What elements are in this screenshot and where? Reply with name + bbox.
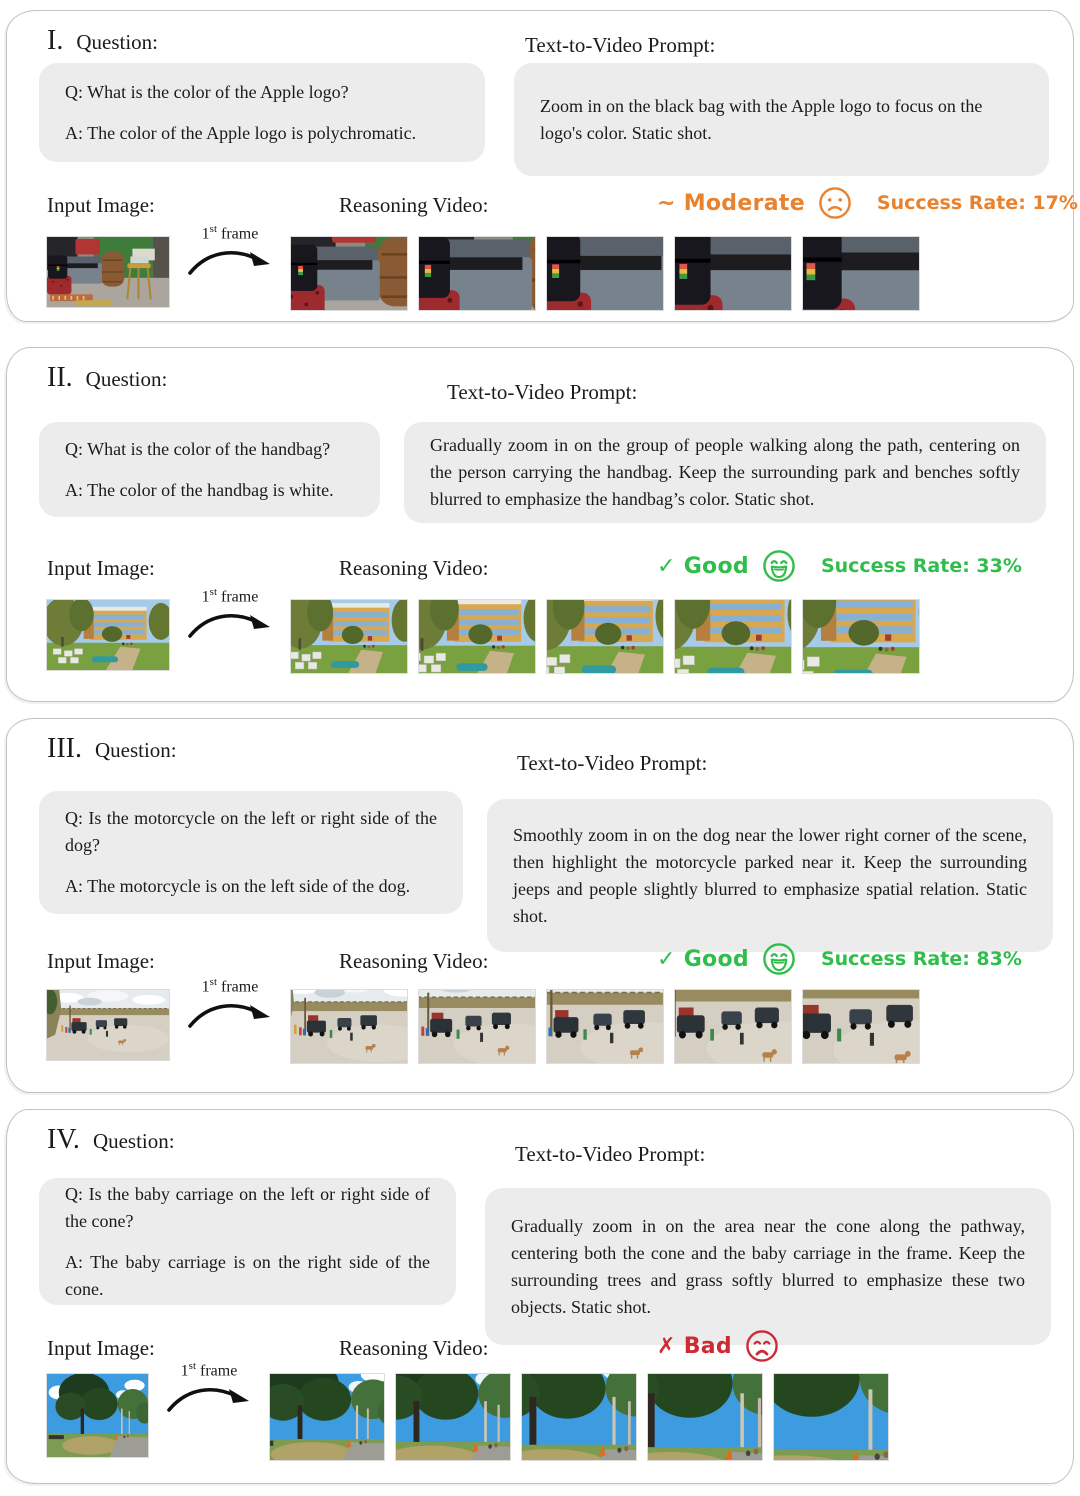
t2v-prompt-text: Zoom in on the black bag with the Apple logo to focus on the logo's color. Static shot. [540,93,1023,147]
t2v-prompt-text: Gradually zoom in on the group of people walking along the path, centering on the person carrying the handbag. Keep the surrounding park and benches softly blurred to emphasize the handbag’s color. Static shot. [430,432,1020,513]
first-frame-label: 1st frame [181,976,279,996]
question-header [47,25,158,57]
panel-numeral: III. [47,733,82,765]
question-text: Q: Is the motorcycle on the left or right side of the dog? [65,805,437,859]
success-rate-text: Success Rate: 83% [821,948,1022,970]
first-frame-label: 1st frame [181,586,279,606]
question-heading: Question: [93,1129,175,1154]
scene-art [47,237,169,307]
prompt-heading: Text-to-Video Prompt: [515,1142,705,1167]
scene-art [291,990,407,1063]
image-strip [47,1374,1057,1460]
example-panel-1 [6,10,1074,322]
meta-row [7,949,1073,983]
reasoning-video-label: Reasoning Video: [339,1336,488,1361]
t2v-prompt-box [514,63,1049,176]
first-frame-label: 1st frame [181,223,279,243]
answer-text: A: The color of the handbag is white. [65,477,354,504]
input-image-thumbnail [47,1374,148,1457]
video-frame-2 [419,990,535,1063]
question-heading: Question: [86,367,168,392]
rating-text: ✓ Good [657,947,749,972]
input-image-label: Input Image: [47,193,155,218]
question-text: Q: Is the baby carriage on the left or right side of the cone? [65,1181,430,1235]
video-frame-3 [547,600,663,673]
first-frame-arrow [181,586,279,646]
question-answer-box [39,1178,456,1305]
input-image-thumbnail [47,990,169,1060]
image-strip [47,990,1057,1063]
input-image-label: Input Image: [47,556,155,581]
question-answer-box [39,63,485,162]
scene-art [419,600,535,673]
prompt-heading: Text-to-Video Prompt: [517,751,707,776]
video-frame-5 [774,1374,888,1460]
panel-numeral: IV. [47,1124,80,1156]
input-image-label: Input Image: [47,949,155,974]
scene-art [291,600,407,673]
video-frame-1 [291,600,407,673]
scene-art [270,1374,384,1460]
answer-text: A: The color of the Apple logo is polychromatic. [65,120,459,147]
video-frame-4 [675,237,791,310]
question-heading: Question: [95,738,177,763]
rating-badge [657,942,1022,976]
rating-text: ~ Moderate [657,191,805,216]
meta-row [7,556,1073,590]
answer-text: A: The motorcycle is on the left side of the dog. [65,873,437,900]
success-rate-text: Success Rate: 17% [877,192,1078,214]
video-frame-3 [522,1374,636,1460]
first-frame-arrow [160,1360,258,1420]
scene-art [648,1374,762,1460]
scene-art [419,990,535,1063]
example-panel-2 [6,347,1074,702]
question-header [47,733,177,765]
question-answer-box [39,422,380,517]
t2v-prompt-text: Gradually zoom in on the area near the cone along the pathway, centering both the cone and the baby carriage in the frame. Keep the surrounding trees and grass softly blurred to emphasize these two objects. Static shot. [511,1213,1025,1321]
first-frame-arrow [181,976,279,1036]
scene-art [522,1374,636,1460]
scene-art [803,600,919,673]
input-image-label: Input Image: [47,1336,155,1361]
example-panel-4 [6,1109,1074,1484]
scene-art [675,600,791,673]
panel-numeral: I. [47,25,63,57]
t2v-prompt-box [487,799,1053,952]
t2v-prompt-box [404,422,1046,523]
scene-art [547,237,663,310]
scene-art [47,600,169,670]
success-rate-text: Success Rate: 33% [821,555,1022,577]
video-frame-3 [547,237,663,310]
video-frame-1 [291,990,407,1063]
curved-arrow-icon [163,1381,255,1415]
answer-text: A: The baby carriage is on the right side of the cone. [65,1249,430,1303]
prompt-heading: Text-to-Video Prompt: [447,380,637,405]
t2v-prompt-text: Smoothly zoom in on the dog near the lower right corner of the scene, then highlight the motorcycle parked near it. Keep the surrounding jeeps and people slightly blurred to emphasize spatial relation. Static shot. [513,822,1027,930]
video-frame-1 [270,1374,384,1460]
reasoning-video-label: Reasoning Video: [339,949,488,974]
scene-art [291,237,407,310]
curved-arrow-icon [184,997,276,1031]
video-frame-4 [648,1374,762,1460]
video-frame-2 [396,1374,510,1460]
question-heading: Question: [76,30,158,55]
grinning-face-icon [762,549,796,583]
rating-badge [657,549,1022,583]
video-frame-5 [803,990,919,1063]
question-text: Q: What is the color of the Apple logo? [65,79,459,106]
grinning-face-icon [762,942,796,976]
question-answer-box [39,791,463,914]
scene-art [396,1374,510,1460]
scene-art [675,237,791,310]
question-text: Q: What is the color of the handbag? [65,436,354,463]
rating-text: ✓ Good [657,554,749,579]
first-frame-arrow [181,223,279,283]
video-frame-4 [675,990,791,1063]
frowning-face-icon [818,186,852,220]
curved-arrow-icon [184,244,276,278]
example-panel-3 [6,718,1074,1093]
rating-text: ✗ Bad [657,1334,732,1359]
scene-art [675,990,791,1063]
scene-art [803,990,919,1063]
sad-face-icon [745,1329,779,1363]
paper-figure [0,10,1080,1484]
video-frame-5 [803,237,919,310]
curved-arrow-icon [184,607,276,641]
question-header [47,362,167,394]
scene-art [47,1374,148,1457]
video-frame-4 [675,600,791,673]
input-image-thumbnail [47,237,169,307]
meta-row [7,193,1073,227]
rating-badge [657,1329,804,1363]
prompt-heading: Text-to-Video Prompt: [525,33,715,58]
input-image-thumbnail [47,600,169,670]
video-frame-2 [419,600,535,673]
video-frame-3 [547,990,663,1063]
rating-badge [657,186,1078,220]
video-frame-2 [419,237,535,310]
scene-art [547,600,663,673]
image-strip [47,237,1057,310]
panel-numeral: II. [47,362,73,394]
scene-art [547,990,663,1063]
video-frame-1 [291,237,407,310]
scene-art [774,1374,888,1460]
image-strip [47,600,1057,673]
first-frame-label: 1st frame [160,1360,258,1380]
reasoning-video-label: Reasoning Video: [339,193,488,218]
scene-art [419,237,535,310]
scene-art [47,990,169,1060]
t2v-prompt-box [485,1188,1051,1345]
reasoning-video-label: Reasoning Video: [339,556,488,581]
scene-art [803,237,919,310]
question-header [47,1124,175,1156]
video-frame-5 [803,600,919,673]
